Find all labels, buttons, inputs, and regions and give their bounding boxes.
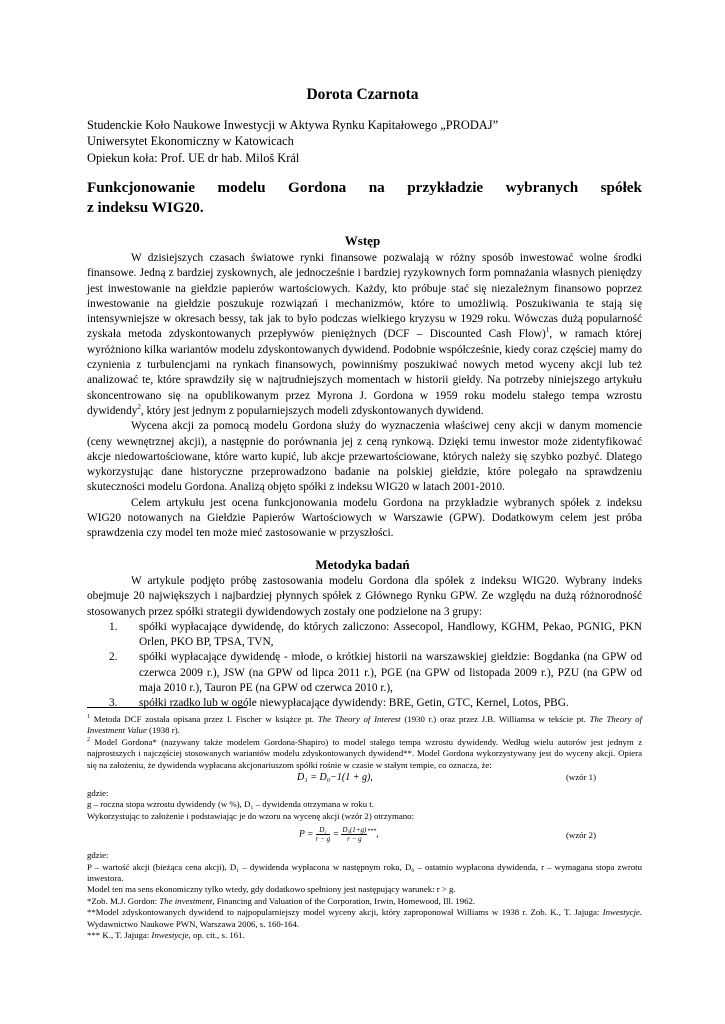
denominator: r − g bbox=[347, 835, 362, 844]
footnote-italic: Inwestycje bbox=[151, 930, 189, 941]
paragraph-text: W dzisiejszych czasach światowe rynki finansowe pozwalają w różny sposób inwestować wolne środki finansowe. Jedną z bardziej zyskownych, ale jednocześnie i bardziej ryzykownych form pomnażania własnych pieniędzy jest inwestowanie na giełdzie papierów wartościowych. Każdy, kto próbuje stać się niezależnym finansowo poprzez inwestowanie na giełdzie poszukuje rozwiązań i mechanizmów, które to umożliwią. Poszukiwania te stają się intensywniejsze w okresach bessy, tak jak to było podczas wielkiego kryzysu w 1929 roku. Wówczas dużą popularność zyskała metoda zdyskontowanych przepływów pieniężnych (DCF – Discounted Cash Flow) bbox=[87, 252, 642, 341]
footnote-divider bbox=[87, 707, 247, 708]
paragraph-text: , który jest jednym z popularniejszych modeli zdyskontowanych dywidend. bbox=[140, 404, 484, 417]
fraction bbox=[341, 826, 367, 843]
footnote-italic: Inwestycje bbox=[602, 907, 640, 918]
footnote-line: g – roczna stopa wzrostu dywidendy (w %), D₁ – dywidenda otrzymana w roku t. bbox=[87, 799, 374, 810]
footnote-text: . Wydawnictwo Naukowe PWN, Warszawa 2006, s. 160-164. bbox=[87, 907, 642, 929]
equation-tag: (wzór 1) bbox=[565, 772, 596, 783]
eq-symbol: , bbox=[376, 829, 379, 840]
paragraph-text: , w ramach której wyróżniono kilka wariantów modelu zdyskontowanych dywidend. Podobnie współcześnie, kiedy coraz częściej mamy do czynienia z turbulencjami na rynkach finansowych, powinniśmy poszukiwać nowych metod wyceny akcji lub też analizować te, które sprawdziły się w najtrudniejszych momentach w historii giełdy. Na potrzeby niniejszego artykułu skoncentrowano się na opublikowanym przez Myrona J. Gordona w 1959 roku modelu stałego tempa wzrostu dywidendy bbox=[87, 328, 642, 417]
list-number: 1. bbox=[109, 620, 118, 633]
eq-symbol: = bbox=[332, 829, 340, 840]
section-heading-intro: Wstęp bbox=[344, 233, 381, 248]
footnote-italic: The investment bbox=[159, 895, 213, 906]
footnote-ref: *** bbox=[367, 828, 377, 835]
footnote-reference bbox=[87, 930, 642, 941]
paragraph bbox=[87, 251, 642, 419]
list-number: 3. bbox=[109, 697, 118, 710]
equation-2 bbox=[87, 823, 642, 849]
footnote-italic: The Theory of Investment Value bbox=[87, 714, 643, 736]
footnote-line: gdzie: bbox=[87, 788, 109, 799]
title-line: z indeksu WIG20. bbox=[87, 199, 204, 216]
denominator: r − g bbox=[315, 835, 331, 844]
footnote-ref[interactable]: 1 bbox=[545, 326, 550, 335]
paper-title bbox=[87, 178, 642, 218]
affiliation-line: Uniwersytet Ekonomiczny w Katowicach bbox=[87, 134, 294, 149]
equation-tag: (wzór 2) bbox=[565, 830, 596, 841]
affiliation-block bbox=[87, 117, 647, 166]
numerator: D₁ bbox=[316, 826, 330, 835]
footnote-line: P – wartość akcji (bieżąca cena akcji), D₁ – dywidenda wypłacona w następnym roku, D₀ – ostatnio wypłacona dywidenda, r – wymagana stopa zwrotu inwestora. bbox=[87, 861, 642, 884]
intro-body bbox=[87, 251, 642, 542]
list-text: spółki wypłacające dywidendę, do których zaliczono: Assecopol, Handlowy, KGHM, Pekao, PGNIG, PKN Orlen, PKO BP, TPSA, TVN, bbox=[139, 620, 642, 649]
affiliation-line: Studenckie Koło Naukowe Inwestycji w Aktywa Rynku Kapitałowego „PRODAJ” bbox=[87, 118, 499, 132]
groups-list bbox=[87, 620, 642, 712]
footnote-text: *** K., T. Jajuga: bbox=[87, 930, 152, 941]
equation-formula bbox=[299, 826, 379, 843]
footnote-line: Model ten ma sens ekonomiczny tylko wtedy, gdy dodatkowo spełniony jest następujący warunek: r > g. bbox=[87, 884, 456, 895]
list-item bbox=[109, 696, 642, 711]
footnote-ref[interactable]: 2 bbox=[137, 403, 141, 412]
footnote-line: gdzie: bbox=[87, 850, 109, 861]
footnote-text: , op. cit., s. 161. bbox=[188, 930, 245, 941]
title-line: Funkcjonowanie modelu Gordona na przykładzie wybranych spółek bbox=[87, 179, 642, 196]
footnotes bbox=[87, 714, 642, 942]
paragraph: Wycena akcji za pomocą modelu Gordona służy do wyznaczenia właściwej ceny akcji w danym momencie (ceny wewnętrznej akcji), a następnie do porównania jej z ceną rynkową. Dzięki temu inwestor może zidentyfikować akcje niedowartościowane, które warto kupić, lub akcje przewartościowane, których należy się szybko pozbyć. Dlatego wykorzystując dane historyczne przeprowadzono badanie na polskiej giełdzie, które polegało na sprawdzeniu skuteczności modelu Gordona. Analizą objęto spółki z indeksu WIG20 w latach 2001-2010. bbox=[87, 420, 642, 494]
footnote-reference bbox=[87, 896, 642, 907]
list-text: spółki wypłacające dywidendę - młode, o krótkiej historii na warszawskiej giełdzie: Bogdanka (na GPW od czerwca 2009 r.), JSW (na GPW od lipca 2011 r.), PGE (na GPW od listopada 2009 r.), PZU (na GPW od maja 2010 r.), Tauron PE (na GPW od czerwca 2010 r.), bbox=[139, 651, 642, 695]
fraction bbox=[316, 826, 330, 843]
affiliation-line: Opiekun koła: Prof. UE dr hab. Miloš Král bbox=[87, 150, 300, 165]
footnote bbox=[87, 737, 642, 771]
list-item bbox=[109, 620, 642, 651]
list-item bbox=[109, 650, 642, 696]
list-text: spółki rzadko lub w ogóle niewypłacające dywidendy: BRE, Getin, GTC, Kernel, Lotos, PBG. bbox=[139, 697, 569, 710]
paragraph: Celem artykułu jest ocena funkcjonowania modelu Gordona na przykładzie wybranych spółek z indeksu WIG20 notowanych na Giełdzie Papierów Wartościowych w Warszawie (GPW). Dodatkowym celem jest próba sprawdzenia czy model ten może mieć zastosowanie w przyszłości. bbox=[87, 496, 642, 540]
equation-1 bbox=[87, 772, 642, 786]
footnote-text: *Zob. M.J. Gordon: bbox=[87, 895, 160, 906]
footnote-text: Metoda DCF została opisana przez I. Fischer w książce pt. bbox=[93, 714, 318, 724]
footnote-line: Wykorzystując to założenie i podstawiając je do wzoru na wycenę akcji (wzór 2) otrzymano: bbox=[87, 810, 415, 821]
footnote-italic: The Theory of Interest bbox=[317, 714, 401, 724]
footnote bbox=[87, 714, 642, 737]
eq-symbol: P = bbox=[299, 829, 314, 840]
list-number: 2. bbox=[109, 651, 118, 664]
numerator: D₀(1+g) bbox=[342, 826, 367, 835]
equation-formula: D₁ = D₀−1(1 + g), bbox=[297, 772, 373, 784]
footnote-text: (1938 r). bbox=[146, 725, 180, 736]
footnote-text: Model Gordona* (nazywany także modelem Gordona-Shapiro) to model stałego tempa wzrostu dywidendy. Według wielu autorów jest jednym z najprostszych i najczęściej stosowanych wariantów modelu zdyskontowanych dywidend**. Model Gordona wykorzystywany jest do wyceny akcji. Opiera się na założeniu, że dywidenda wypłacana akcjonariuszom spółki rośnie w czasie w stałym tempie, co oznacza, że: bbox=[87, 736, 643, 770]
section-heading-method: Metodyka badań bbox=[315, 557, 410, 572]
paragraph: W artykule podjęto próbę zastosowania modelu Gordona dla spółek z indeksu WIG20. Wybrany indeks obejmuje 20 największych i najbardziej płynnych spółek z Głównego Rynku GPW. Ze względu na dużą różnorodność stosowanych przez spółki strategii dywidendowych zostały one podzielone na 3 grupy: bbox=[87, 575, 642, 618]
footnote-text: (1930 r.) oraz przez J.B. Williamsa w tekście pt. bbox=[400, 714, 590, 724]
footnote-text: , Financing and Valuation of the Corporation, Irwin, Homewood, Ill. 1962. bbox=[212, 895, 476, 906]
method-body bbox=[87, 574, 642, 712]
footnote-number: 1 bbox=[87, 714, 90, 721]
footnote-text: **Model zdyskontowanych dywidend to najpopularniejszy model wyceny akcji, który zaproponował Williams w 1938 r. Zob. K., T. Jajuga: bbox=[87, 907, 603, 918]
author-name: Dorota Czarnota bbox=[306, 86, 419, 103]
footnote-reference bbox=[87, 907, 642, 930]
footnote-number: 2 bbox=[87, 736, 90, 743]
